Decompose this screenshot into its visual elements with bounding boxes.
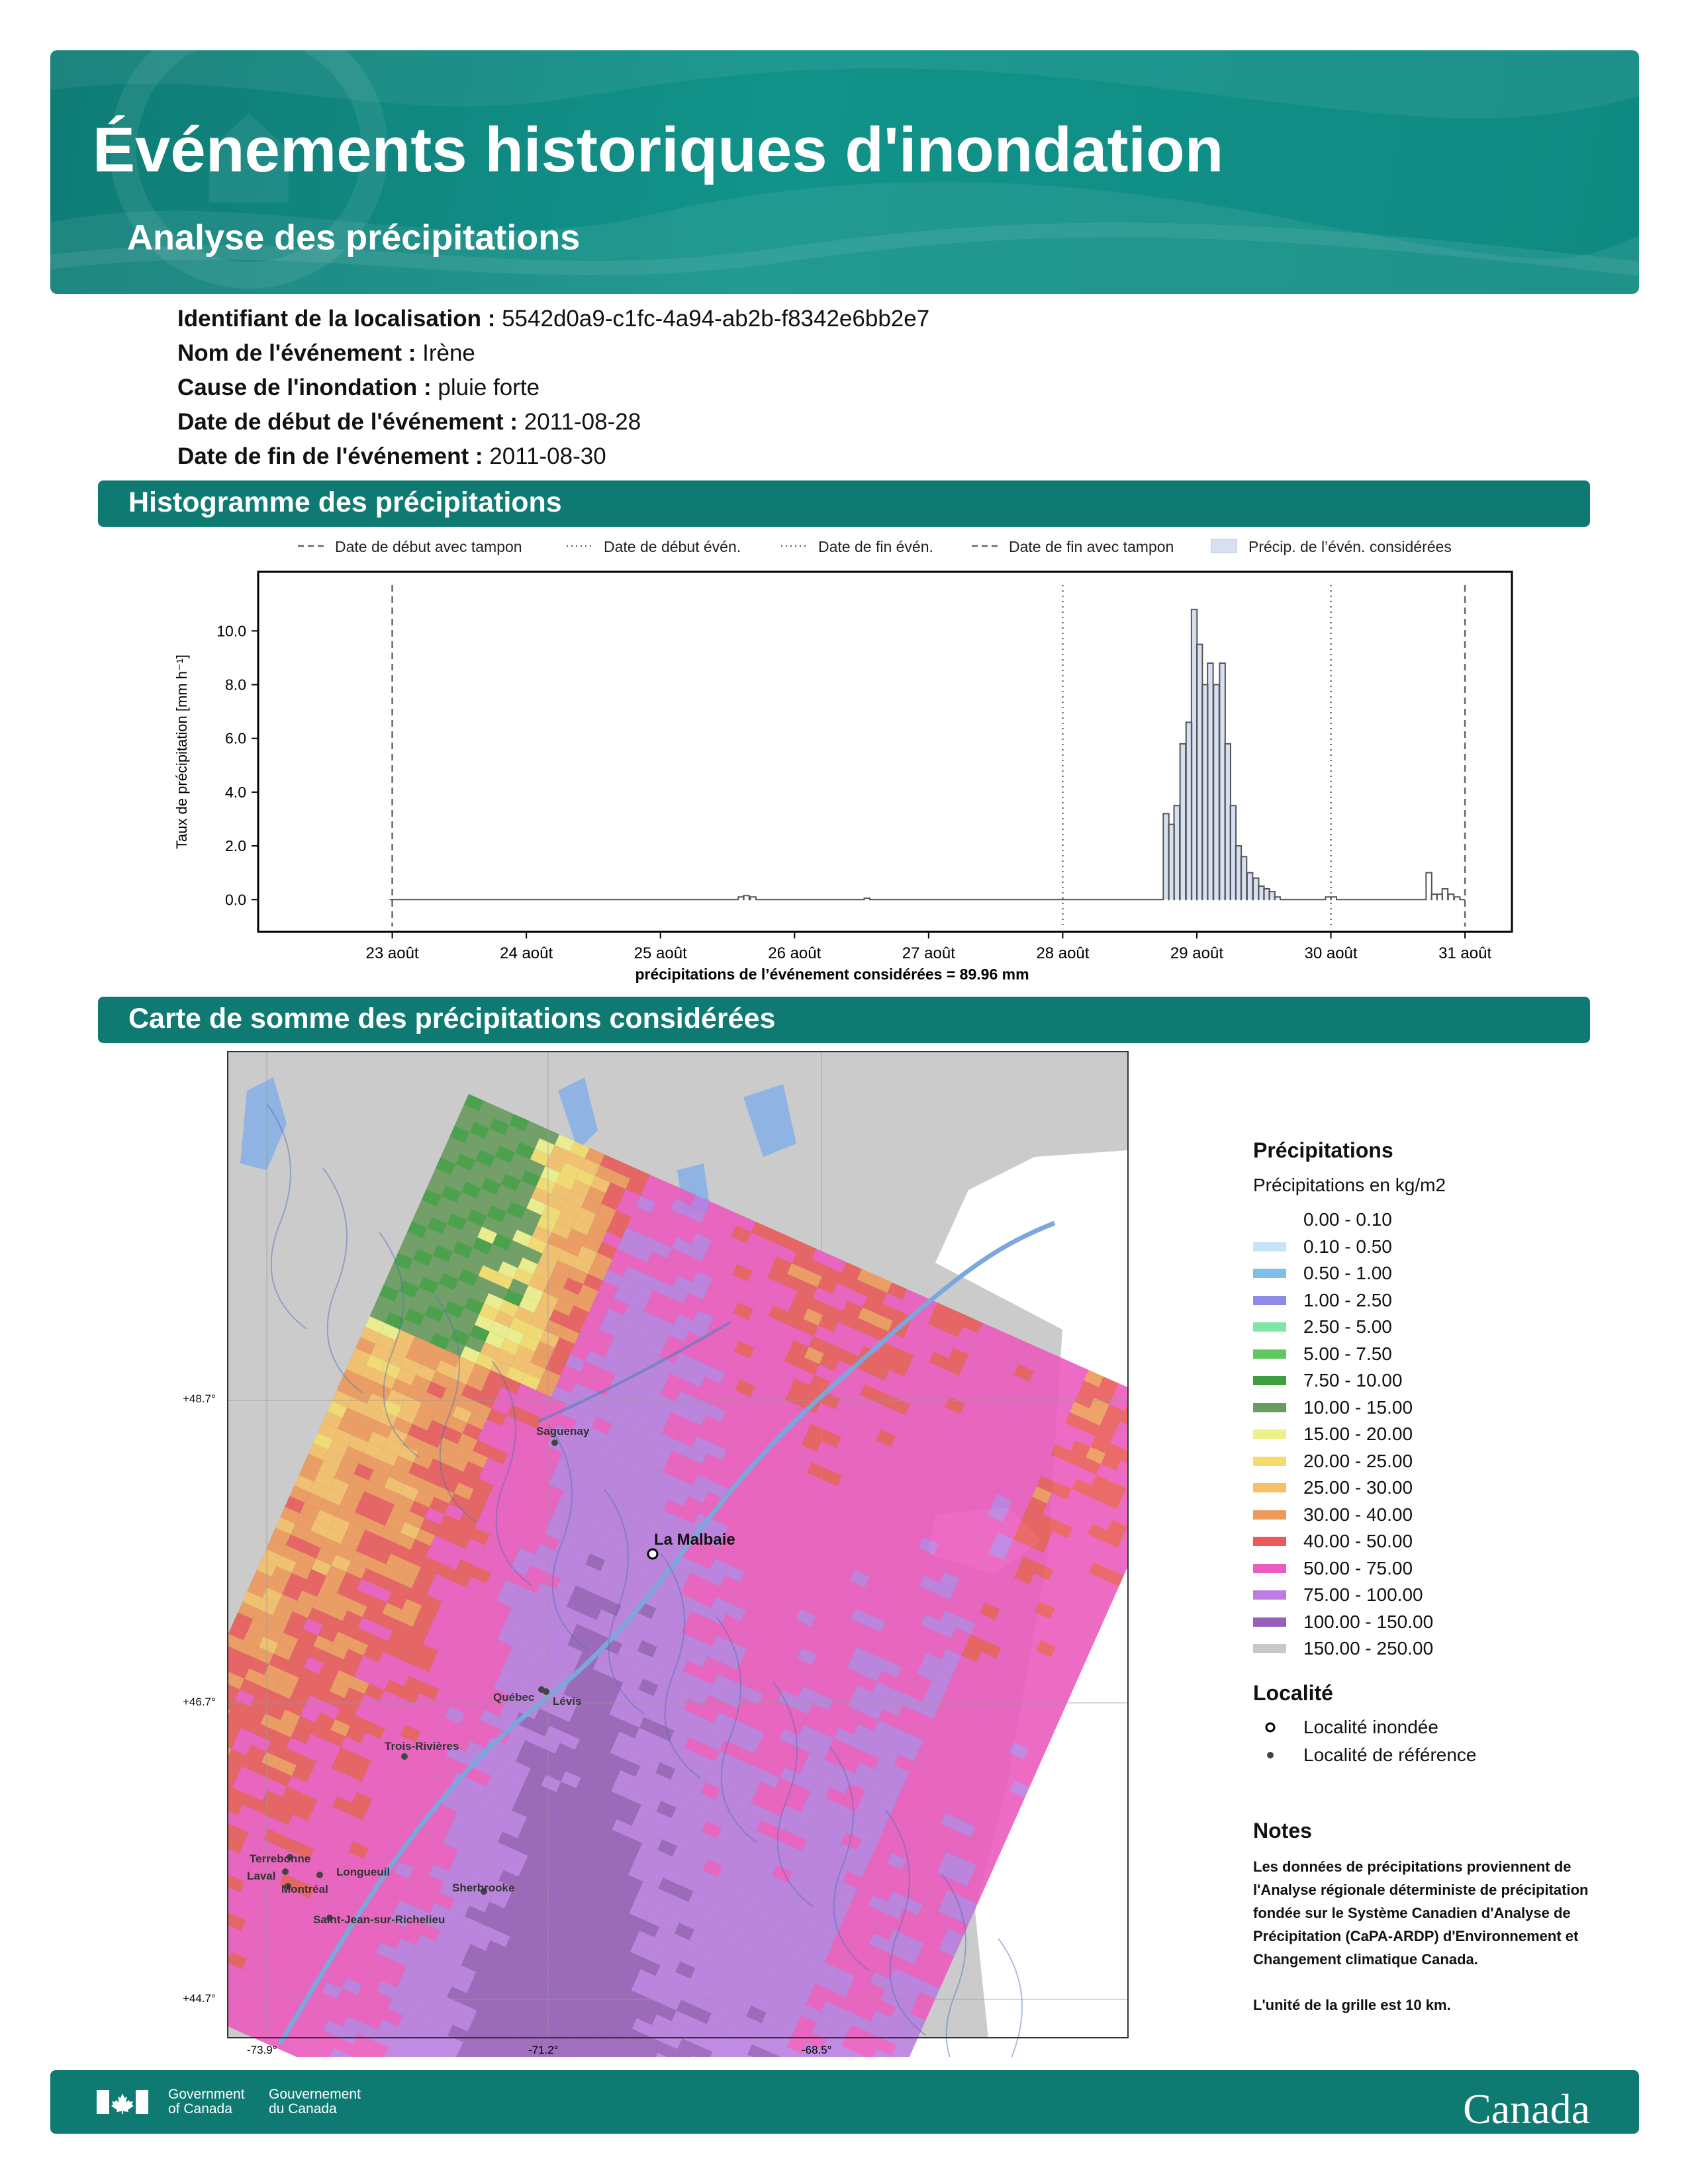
city-dot — [543, 1688, 549, 1695]
reference-city — [250, 1852, 310, 1865]
lon-label: -68.5° — [802, 2044, 832, 2056]
legend-bin — [1253, 1314, 1477, 1341]
city-label: Montréal — [281, 1883, 328, 1895]
header-banner — [50, 50, 1639, 294]
legend-item — [298, 538, 522, 555]
legend-bin-label: 100.00 - 150.00 — [1303, 1611, 1434, 1632]
legend-bin-swatch — [1253, 1376, 1286, 1385]
legend-bin — [1253, 1582, 1477, 1609]
legend-bin-swatch — [1253, 1349, 1286, 1359]
wordmark-text: Canada — [1463, 2085, 1590, 2132]
legend-bin-swatch — [1253, 1242, 1286, 1251]
info-label: Nom de l'événement : — [177, 340, 416, 366]
event-info — [177, 302, 929, 474]
legend-bin — [1253, 1260, 1477, 1287]
legend-bin-swatch — [1253, 1430, 1286, 1439]
legend-bin — [1253, 1555, 1477, 1582]
city-label: Terrebonne — [250, 1852, 311, 1865]
city-label: Trois-Rivières — [385, 1740, 459, 1752]
legend-bin-swatch — [1253, 1457, 1286, 1466]
legend-bin-label: 2.50 - 5.00 — [1303, 1316, 1392, 1338]
city-label: Saguenay — [536, 1425, 590, 1437]
legend-bin-swatch — [1253, 1403, 1286, 1412]
x-tick-label: 26 août — [768, 944, 821, 962]
gov-en: Government of Canada — [168, 2087, 245, 2116]
city-label: Lévis — [553, 1695, 582, 1707]
precipitation-map — [227, 1051, 1129, 2057]
legend-bin — [1253, 1635, 1477, 1662]
legend-bin-label: 20.00 - 25.00 — [1303, 1450, 1413, 1471]
legend-bin-label: 0.00 - 0.10 — [1303, 1209, 1392, 1230]
x-tick-label: 29 août — [1170, 944, 1224, 962]
locality-title: Localité — [1253, 1680, 1333, 1705]
legend-bin-swatch — [1253, 1590, 1286, 1600]
legend-bin-label: 50.00 - 75.00 — [1303, 1557, 1413, 1578]
legend-item — [972, 538, 1174, 555]
city-label: Québec — [493, 1691, 535, 1704]
page-title: Événements historiques d'inondation — [93, 114, 1224, 185]
legend-bin-swatch — [1253, 1510, 1286, 1520]
section-header-histogram — [98, 480, 1590, 527]
legend-bin — [1253, 1528, 1477, 1555]
legend-bin-label: 75.00 - 100.00 — [1303, 1584, 1423, 1606]
flooded-locality-marker — [648, 1549, 657, 1559]
legend-title: Précipitations — [1253, 1138, 1393, 1162]
y-tick-label: 2.0 — [225, 837, 246, 855]
legend-bin-swatch — [1253, 1483, 1286, 1492]
legend-bin-label: 15.00 - 20.00 — [1303, 1424, 1413, 1445]
dot-icon — [1253, 1749, 1286, 1762]
x-tick-label: 28 août — [1036, 944, 1090, 962]
legend-bin-label: 10.00 - 15.00 — [1303, 1396, 1413, 1418]
y-tick-label: 10.0 — [216, 622, 246, 640]
y-tick-label: 8.0 — [225, 676, 246, 694]
info-label: Date de début de l'événement : — [177, 409, 518, 435]
lat-label-1: +48.7° — [183, 1392, 216, 1405]
notes-title: Notes — [1253, 1819, 1312, 1843]
info-row-event-name — [177, 336, 929, 371]
info-row-cause — [177, 371, 929, 405]
reference-city — [313, 1913, 445, 1926]
legend-label: Date de début avec tampon — [335, 538, 522, 555]
info-label: Identifiant de la localisation : — [177, 306, 496, 332]
info-value: Irène — [422, 340, 475, 366]
legend-label: Précip. de l’évén. considérées — [1248, 538, 1452, 555]
legend-bin — [1253, 1234, 1477, 1261]
info-row-start-date — [177, 405, 929, 439]
canada-flag-icon — [97, 2090, 148, 2114]
legend-bin — [1253, 1341, 1477, 1368]
legend-label: Date de fin évén. — [818, 538, 933, 555]
legend-reference-locality — [1253, 1741, 1477, 1769]
info-value: 2011-08-28 — [524, 409, 641, 435]
open-circle-icon — [1253, 1721, 1286, 1734]
lon-label: -71.2° — [528, 2044, 559, 2056]
lat-label-3: +44.7° — [183, 1992, 216, 2005]
x-tick-label: 24 août — [500, 944, 553, 962]
legend-bin-swatch — [1253, 1537, 1286, 1546]
legend-bin-label: 0.50 - 1.00 — [1303, 1263, 1392, 1284]
legend-swatch — [1211, 539, 1237, 553]
legend-bin — [1253, 1475, 1477, 1502]
reference-city — [281, 1883, 328, 1895]
legend-bin — [1253, 1206, 1477, 1234]
legend-bin — [1253, 1448, 1477, 1475]
legend-bin-label: 5.00 - 7.50 — [1303, 1343, 1392, 1364]
legend-label: Date de début évén. — [604, 538, 741, 555]
y-axis-label: Taux de précipitation [mm h⁻¹] — [173, 654, 190, 850]
y-tick-label: 4.0 — [225, 783, 246, 801]
legend-bin — [1253, 1287, 1477, 1314]
legend-bin-swatch — [1253, 1215, 1286, 1224]
legend-bin-swatch — [1253, 1269, 1286, 1278]
legend-bin-label: 40.00 - 50.00 — [1303, 1531, 1413, 1552]
legend-locality-label: Localité de référence — [1303, 1744, 1477, 1765]
info-value: 2011-08-30 — [489, 443, 606, 469]
x-tick-label: 27 août — [902, 944, 955, 962]
reference-city — [452, 1882, 514, 1895]
city-dot — [282, 1868, 289, 1875]
legend-bin — [1253, 1394, 1477, 1422]
x-tick-label: 25 août — [633, 944, 687, 962]
info-row-location-id — [177, 302, 929, 336]
lon-label: -73.9° — [247, 2044, 277, 2056]
x-tick-label: 31 août — [1438, 944, 1492, 962]
city-dot — [401, 1753, 408, 1760]
info-label: Date de fin de l'événement : — [177, 443, 483, 469]
legend-bin-label: 30.00 - 40.00 — [1303, 1504, 1413, 1525]
city-dot — [551, 1439, 558, 1446]
legend-bin — [1253, 1502, 1477, 1529]
x-tick-label: 23 août — [365, 944, 419, 962]
legend-bin-label: 150.00 - 250.00 — [1303, 1638, 1434, 1659]
canada-wordmark — [1463, 2085, 1590, 2134]
legend-bin-label: 0.10 - 0.50 — [1303, 1236, 1392, 1257]
legend-bin-swatch — [1253, 1617, 1286, 1627]
legend-bin-label: 1.00 - 2.50 — [1303, 1289, 1392, 1310]
legend-bin — [1253, 1609, 1477, 1636]
gov-fr: Gouvernement du Canada — [269, 2087, 361, 2116]
legend-bin-swatch — [1253, 1644, 1286, 1653]
notes-grid-unit: L'unité de la grille est 10 km. — [1253, 1997, 1451, 2013]
page-subtitle: Analyse des précipitations — [127, 218, 581, 257]
info-row-end-date — [177, 439, 929, 474]
plot-frame — [258, 572, 1512, 932]
legend-subtitle: Précipitations en kg/m2 — [1253, 1175, 1446, 1195]
legend-bin-label: 25.00 - 30.00 — [1303, 1477, 1413, 1498]
city-label: Longueuil — [336, 1866, 391, 1878]
x-tick-label: 30 août — [1304, 944, 1358, 962]
legend-bin-swatch — [1253, 1322, 1286, 1332]
y-tick-label: 0.0 — [225, 891, 246, 909]
legend-item — [1211, 538, 1452, 555]
section-title: Histogramme des précipitations — [128, 486, 562, 518]
legend-item — [567, 538, 741, 555]
legend-bin-swatch — [1253, 1296, 1286, 1305]
footer — [50, 2070, 1639, 2134]
map-legend — [1253, 1138, 1477, 1769]
legend-item — [781, 538, 933, 555]
notes-text: Les données de précipitations proviennent de l'Analyse régionale déterministe de précipitation fondée sur le Système Canadien d'Analyse de Précipitation (CaPA-ARDP) d'Environnement et Changement climatique Canada. — [1253, 1858, 1589, 1968]
info-label: Cause de l'inondation : — [177, 375, 432, 400]
legend-bin — [1253, 1367, 1477, 1394]
y-tick-label: 6.0 — [225, 729, 246, 747]
flooded-locality-label: La Malbaie — [654, 1531, 735, 1549]
precipitation-histogram — [165, 529, 1523, 993]
city-label: Laval — [247, 1870, 276, 1882]
legend-bin-swatch — [1253, 1564, 1286, 1573]
city-label: Saint-Jean-sur-Richelieu — [313, 1913, 445, 1926]
legend-locality-label: Localité inondée — [1303, 1716, 1438, 1737]
section-header-map — [98, 997, 1590, 1043]
info-value: 5542d0a9-c1fc-4a94-ab2b-f8342e6bb2e7 — [502, 306, 930, 332]
legend-bin-label: 7.50 - 10.00 — [1303, 1370, 1403, 1391]
x-axis-label: précipitations de l’événement considérées = 89.96 mm — [635, 966, 1029, 983]
legend-bin — [1253, 1421, 1477, 1448]
lat-label-2: +46.7° — [183, 1696, 216, 1708]
city-label: Sherbrooke — [452, 1882, 515, 1894]
notes — [1253, 1819, 1611, 2017]
legend-bins — [1253, 1206, 1477, 1662]
info-value: pluie forte — [438, 375, 540, 400]
legend-label: Date de fin avec tampon — [1009, 538, 1174, 555]
section-title: Carte de somme des précipitations considérées — [128, 1003, 776, 1034]
legend-flooded-locality — [1253, 1713, 1477, 1741]
city-dot — [316, 1872, 323, 1878]
